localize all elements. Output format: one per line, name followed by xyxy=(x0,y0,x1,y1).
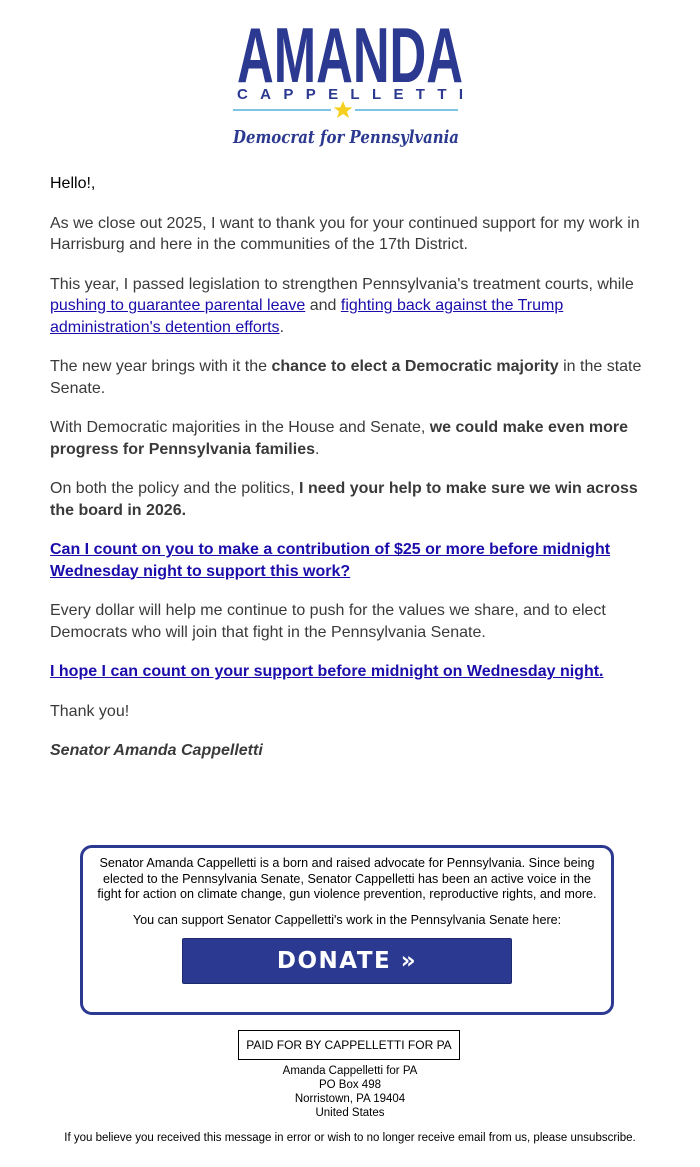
logo-graphic xyxy=(230,10,470,150)
address-line: PO Box 498 xyxy=(318,1079,381,1091)
paragraph-thanks: As we close out 2025, I want to thank you for your continued support for my work in Harrisburg and here in the communities of the 17th District. xyxy=(50,214,640,253)
paragraph-progress xyxy=(50,417,650,460)
p4-text-1: With Democratic majorities in the House and Senate, xyxy=(50,419,430,436)
parental-leave-link[interactable]: pushing to guarantee parental leave xyxy=(50,297,306,314)
paragraph-help xyxy=(50,478,650,521)
campaign-logo xyxy=(0,10,700,150)
thank-you: Thank you! xyxy=(50,702,130,720)
email-body xyxy=(50,173,650,780)
address-line: Norristown, PA 19404 xyxy=(294,1093,406,1105)
contribution-link[interactable]: Can I count on you to make a contribution of $25 or more before midnight Wednesday night to support this work? xyxy=(50,541,611,580)
mailing-address xyxy=(0,1064,700,1120)
donate-button[interactable]: DONATE » xyxy=(182,938,512,984)
p3-text-1: The new year brings with it the xyxy=(50,358,272,375)
address-line: United States xyxy=(315,1107,385,1119)
p5-bold: I need your help to make sure we win across the board in 2026. xyxy=(50,480,638,519)
paid-for-disclaimer: PAID FOR BY CAPPELLETTI FOR PA xyxy=(238,1030,460,1060)
p4-bold: we could make even more progress for Pennsylvania families xyxy=(50,419,629,458)
paragraph-majority xyxy=(50,356,650,399)
p2-text-1: This year, I passed legislation to strengthen Pennsylvania's treatment courts, while xyxy=(50,275,634,293)
support-text: You can support Senator Cappelletti's work in the Pennsylvania Senate here: xyxy=(132,912,562,927)
p2-text-3: . xyxy=(279,318,285,336)
signature: Senator Amanda Cappelletti xyxy=(50,742,263,759)
greeting: Hello!, xyxy=(50,175,96,192)
p4-text-2: . xyxy=(315,440,320,458)
paragraph-every-dollar: Every dollar will help me continue to push for the values we share, and to elect Democrats who will join that fight in the Pennsylvania Senate. xyxy=(50,602,606,641)
p5-text-1: On both the policy and the politics, xyxy=(50,480,300,497)
detention-efforts-link[interactable]: fighting back against the Trump administration's detention efforts xyxy=(50,297,564,336)
unsubscribe-text[interactable]: If you believe you received this message in error or wish to no longer receive email from us, please unsubscribe. xyxy=(64,1132,636,1144)
logo-last-name: CAPPELLETTI xyxy=(237,86,463,103)
p3-text-2: in the state Senate. xyxy=(50,358,642,397)
logo-tagline: Democrat for Pennsylvania xyxy=(232,127,459,148)
bio-box xyxy=(80,845,614,1015)
cta-paragraph-2 xyxy=(50,661,650,683)
logo-first-name: AMANDA xyxy=(237,11,463,99)
cta-paragraph-1 xyxy=(50,539,650,582)
support-link[interactable]: I hope I can count on your support before midnight on Wednesday night. xyxy=(50,663,604,680)
star-icon xyxy=(334,101,353,118)
paragraph-legislation xyxy=(50,274,650,339)
p2-text-2: and xyxy=(305,297,341,314)
bio-text: Senator Amanda Cappelletti is a born and raised advocate for Pennsylvania. Since being elected to the Pennsylvania Senate, Senator Cappelletti has been an active voice in the fight for action on climate change, gun violence prevention, reproductive rights, and more. xyxy=(97,856,597,901)
address-line: Amanda Cappelletti for PA xyxy=(282,1065,418,1077)
p3-bold: chance to elect a Democratic majority xyxy=(271,358,559,375)
